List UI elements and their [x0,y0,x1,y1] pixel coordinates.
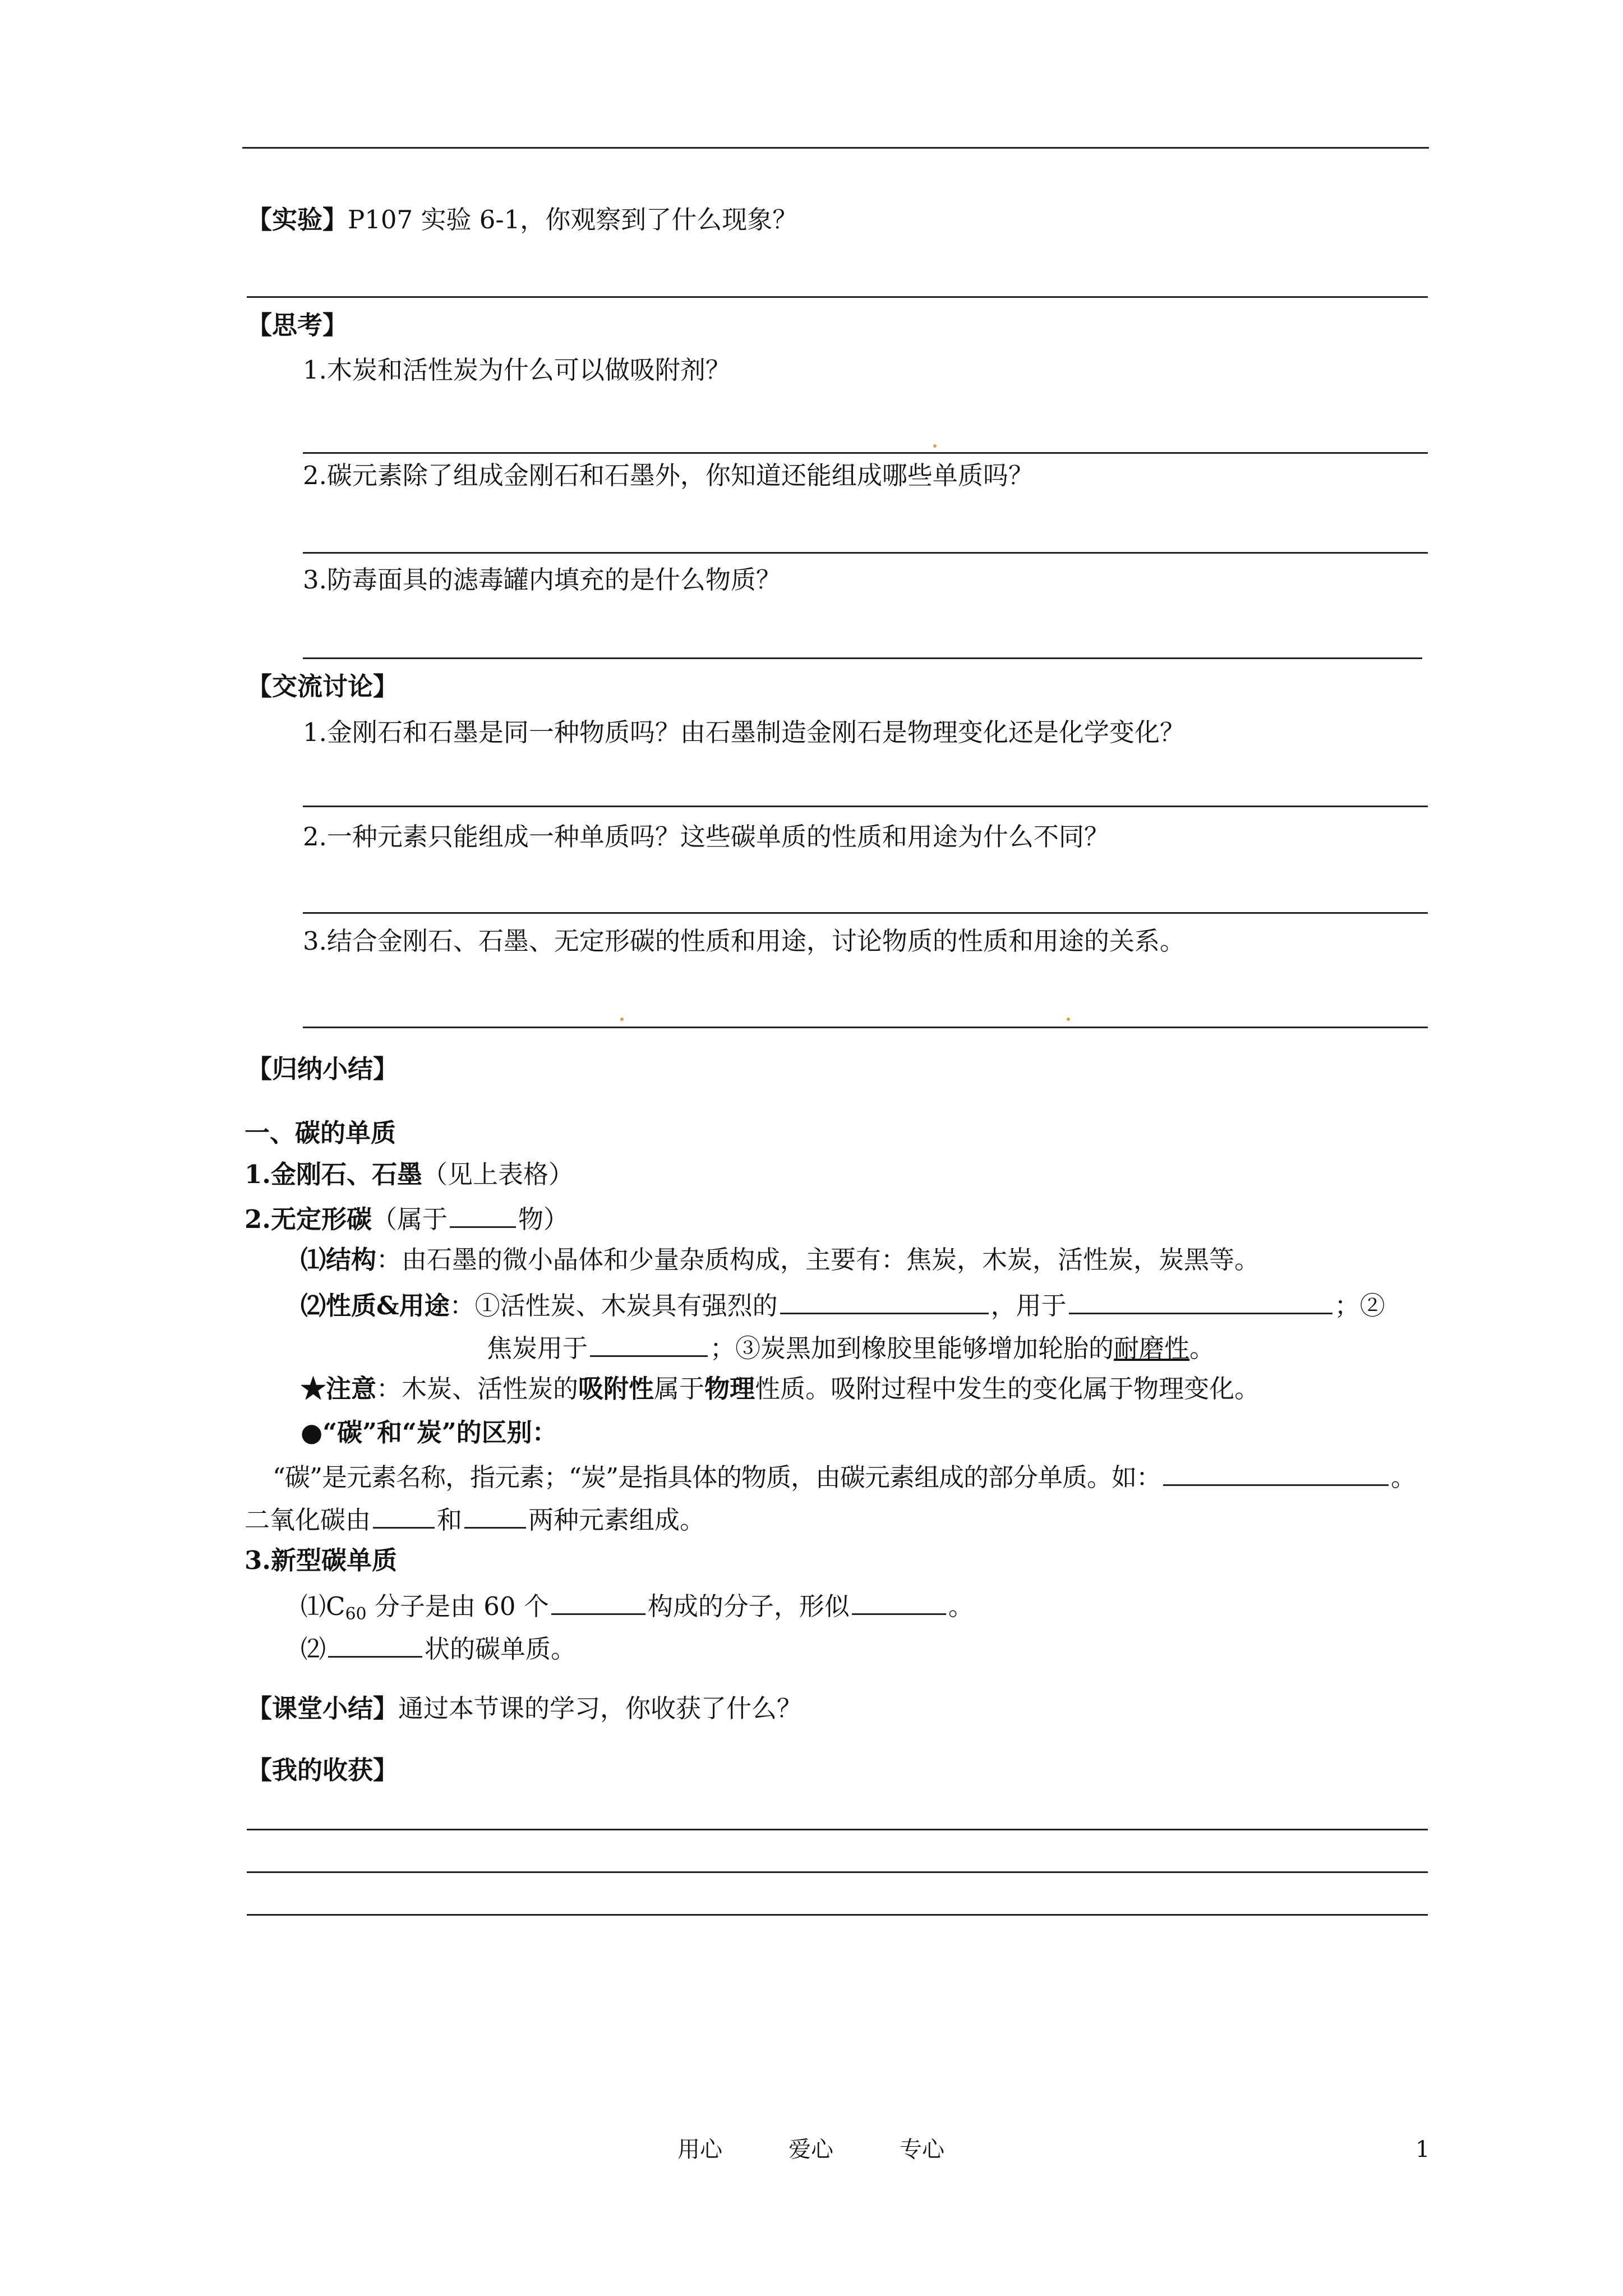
co2-text: 二氧化碳由 [245,1505,371,1535]
tube-text: ⑵ [301,1634,326,1664]
fill-blank [328,1630,422,1658]
item-2-text: 物） [518,1204,569,1234]
property-text: 焦炭用于 [487,1333,588,1363]
answer-line [303,912,1428,914]
class-summary [247,1692,802,1726]
footer-motto-3: 专心 [900,2137,944,2162]
experiment-line [247,203,797,237]
discuss-q2: 2.一种元素只能组成一种单质吗？这些碳单质的性质和用途为什么不同？ [303,822,1109,852]
co2-line [245,1501,705,1537]
c60-text: 分子是由 60 个 [374,1591,549,1621]
item-2 [245,1200,569,1236]
note-emphasis: 吸附性 [578,1374,654,1404]
fill-blank [852,1588,946,1615]
c60-line [301,1588,974,1631]
item-2-title: 2.无定形碳 [245,1204,372,1234]
answer-line [247,296,1428,298]
class-summary-tag: 【课堂小结】 [247,1694,399,1723]
fill-blank [1163,1458,1389,1486]
answer-line [247,1871,1428,1873]
experiment-text: P107 实验 6-1，你观察到了什么现象？ [348,205,798,234]
property-text: 。 [1189,1333,1215,1363]
note-emphasis: 物理 [704,1374,755,1404]
discuss-heading: 【交流讨论】 [247,671,399,701]
fill-blank [551,1588,645,1615]
answer-line [303,1027,1428,1028]
discuss-q3: 3.结合金刚石、石墨、无定形碳的性质和用途，讨论物质的性质和用途的关系。 [303,926,1185,956]
structure-label: ⑴结构 [301,1245,377,1274]
difference-text [273,1458,1415,1494]
co2-text: 两种元素组成。 [528,1505,706,1535]
property-line-2 [487,1329,1215,1365]
note-text: 性质。吸附过程中发生的变化属于物理变化。 [755,1374,1260,1404]
speck [933,444,937,448]
note-text: 属于 [654,1374,705,1404]
note-label: ★注意 [301,1374,377,1404]
property-text: ；② [1334,1291,1385,1320]
think-q2: 2.碳元素除了组成金刚石和石墨外，你知道还能组成哪些单质吗？ [303,461,1034,490]
item-1-title: 1.金刚石、石墨 [245,1159,422,1189]
structure-line [301,1243,1260,1277]
class-summary-text: 通过本节课的学习，你收获了什么？ [398,1694,803,1723]
fill-blank [590,1329,708,1357]
difference-end: 。 [1391,1462,1416,1492]
structure-text: ：由石墨的微小晶体和少量杂质构成，主要有：焦炭，木炭，活性炭，炭黑等。 [376,1245,1260,1274]
fill-blank [450,1200,516,1228]
item-2-text: （属于 [371,1204,448,1234]
speck [620,1018,624,1021]
answer-line [303,657,1422,659]
item-1 [245,1158,574,1191]
answer-line [303,806,1428,807]
property-text: ：①活性炭、木炭具有强烈的 [449,1291,778,1320]
summary-heading: 【归纳小结】 [247,1054,399,1084]
c60-text: ⑴C [301,1591,345,1621]
answer-line [247,1829,1428,1830]
c60-subscript: 60 [345,1604,367,1624]
difference-heading: ●“碳”和“炭”的区别： [301,1418,557,1447]
co2-text: 和 [437,1505,463,1535]
c60-text: 。 [948,1591,974,1621]
answer-line [247,1914,1428,1916]
property-text: ；③炭黑加到橡胶里能够增加轮胎的 [710,1333,1114,1363]
page-number: 1 [1415,2137,1430,2162]
fill-blank [464,1501,526,1529]
item-1-note: （见上表格） [422,1159,574,1189]
tube-line [301,1630,576,1666]
fill-blank [780,1287,989,1314]
speck [1067,1018,1070,1021]
property-text: ，用于 [990,1291,1067,1320]
think-heading: 【思考】 [247,310,348,340]
fill-blank [1069,1287,1332,1314]
fill-blank [373,1501,435,1529]
note-line [301,1372,1260,1406]
think-q1: 1.木炭和活性炭为什么可以做吸附剂？ [303,355,731,385]
discuss-q1: 1.金刚石和石墨是同一种物质吗？由石墨制造金刚石是物理变化还是化学变化？ [303,717,1185,747]
property-label: ⑵性质&用途 [301,1291,450,1320]
think-q3: 3.防毒面具的滤毒罐内填充的是什么物质？ [303,565,781,595]
c60-text: 构成的分子，形似 [647,1591,850,1621]
item-3: 3.新型碳单质 [245,1545,397,1575]
property-line [301,1287,1385,1323]
header-rule [242,147,1429,149]
experiment-tag: 【实验】 [247,205,348,234]
wear-resistance: 耐磨性 [1114,1333,1190,1363]
harvest-heading: 【我的收获】 [247,1755,399,1785]
section-title: 一、碳的单质 [245,1118,396,1148]
footer-motto-2: 爱心 [789,2137,833,2162]
footer-motto-1: 用心 [677,2137,722,2162]
tube-text: 状的碳单质。 [425,1634,577,1664]
answer-line [303,552,1428,554]
difference-body: “碳”是元素名称，指元素；“炭”是指具体的物质，由碳元素组成的部分单质。如： [273,1462,1161,1492]
note-text: ：木炭、活性炭的 [376,1374,579,1404]
answer-line [303,452,1428,454]
